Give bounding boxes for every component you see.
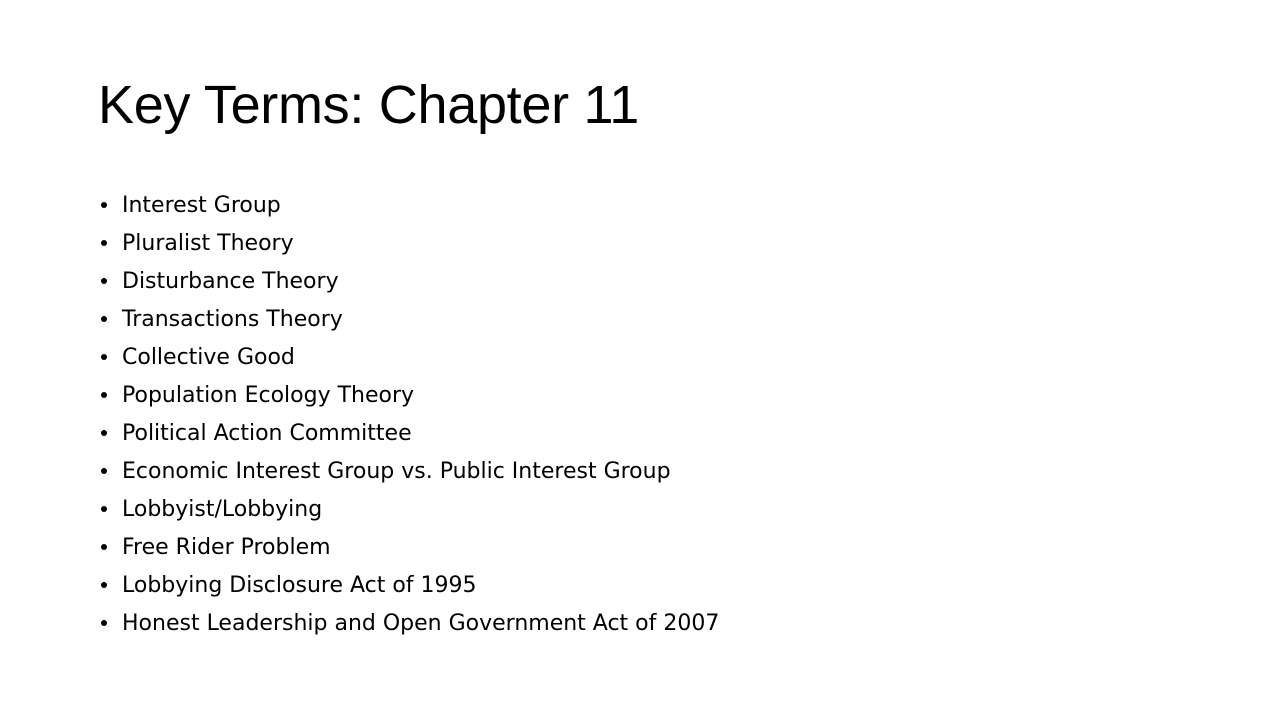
list-item [100,453,719,491]
list-item [100,529,719,567]
list-item [100,225,719,263]
bullet-dot-icon [101,582,107,588]
bullet-text: Collective Good [122,345,295,370]
bullet-text: Transactions Theory [122,307,343,332]
bullet-text: Lobbyist/Lobbying [122,497,323,522]
bullet-dot-icon [101,468,107,474]
bullet-text: Political Action Committee [122,421,412,446]
list-item [100,377,719,415]
bullet-dot-icon [101,316,107,322]
bullet-dot-icon [101,506,107,512]
list-item [100,567,719,605]
bullet-text: Disturbance Theory [122,269,339,294]
slide-title: Key Terms: Chapter 11 [98,75,639,135]
bullet-dot-icon [101,354,107,360]
bullet-dot-icon [101,240,107,246]
bullet-text: Pluralist Theory [122,231,294,256]
list-item [100,605,719,643]
bullet-dot-icon [101,544,107,550]
bullet-text: Economic Interest Group vs. Public Interest Group [122,459,671,484]
list-item [100,339,719,377]
bullet-list [100,187,719,643]
bullet-dot-icon [101,430,107,436]
list-item [100,187,719,225]
bullet-dot-icon [101,202,107,208]
list-item [100,301,719,339]
list-item [100,415,719,453]
list-item [100,491,719,529]
bullet-dot-icon [101,392,107,398]
list-item [100,263,719,301]
bullet-dot-icon [101,620,107,626]
bullet-text: Interest Group [122,193,281,218]
bullet-text: Lobbying Disclosure Act of 1995 [122,573,477,598]
bullet-dot-icon [101,278,107,284]
bullet-text: Honest Leadership and Open Government Act of 2007 [122,611,720,636]
bullet-text: Population Ecology Theory [122,383,415,408]
bullet-text: Free Rider Problem [122,535,331,560]
